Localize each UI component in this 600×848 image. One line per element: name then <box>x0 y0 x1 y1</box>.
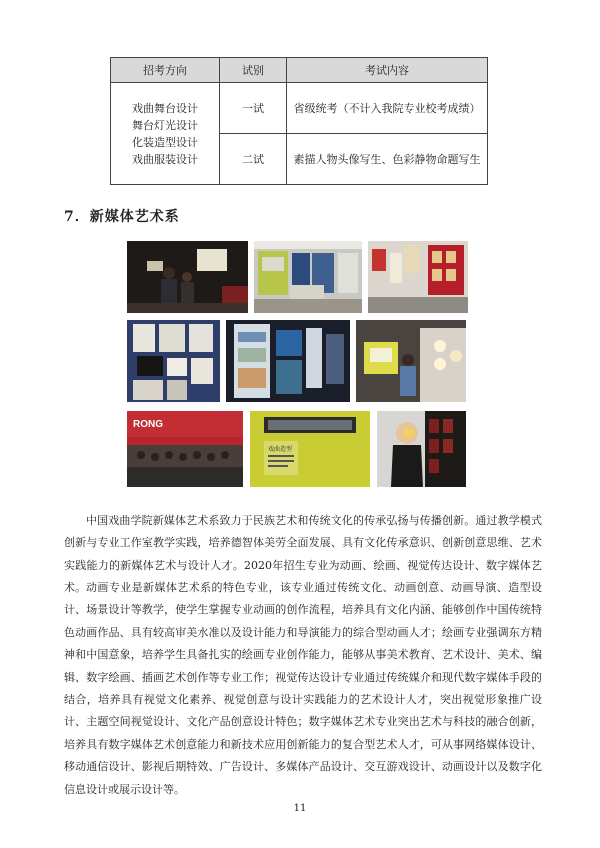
photo-group-photo <box>127 411 243 487</box>
table-cell-content: 素描人物头像写生、色彩静物命题写生 <box>287 134 488 185</box>
intro-paragraph: 中国戏曲学院新媒体艺术系致力于民族艺术和传统文化的传承弘扬与传播创新。通过教学模式创新与专业工作室教学实践，培养德智体美劳全面发展、具有文化传承意识、创新创意思维、艺术实践能力的新媒体艺术与设计人才。2020年招生专业为动画、绘画、视觉传达设计、数字媒体艺术。 <box>64 514 542 595</box>
direction-item: 戏曲服装设计 <box>132 152 198 166</box>
photo-exhibit-panel <box>250 411 370 487</box>
direction-item: 化装造型设计 <box>132 135 198 149</box>
photo-exhibition-hall <box>254 241 362 313</box>
majors-paragraph: 动画专业是新媒体艺术系的特色专业，该专业通过传统文化、动画创意、动画导演、造型设计、场景设计等教学，使学生掌握专业动画的创作流程，培养具有文化内涵、能够创作中国传统特色动画作品、具有较高审美水准以及设计能力和导演能力的综合型动画人才；绘画专业强调东方精神和中国意象，培养学生具备扎实的绘画专业创作能力，能够从事美术教育、艺术设计、美术、编辑、数字绘画、插画艺术创作等专业工作；视觉传达设计专业通过传统媒介和现代数字媒体手段的结合，培养具有视觉文化素养、视觉创意与设计实践能力的艺术设计人才，突出视觉形象推广设计、主题空间视觉设计、文化产品创意设计特色；数字媒体艺术专业突出艺术与科技的融合创新，培养具有数字媒体艺术创意能力和新技术应用创新能力的复合型艺术人才，可从事网络媒体设计、移动通信设计、影视后期特效、广告设计、多媒体产品设计、交互游戏设计、动画设计以及数字化信息设计或展示设计等。 <box>64 581 542 796</box>
photo-exhibition-visitors <box>127 241 248 313</box>
table-row <box>111 83 488 134</box>
table-cell-exam: 二试 <box>220 134 287 185</box>
banner-text: RONG <box>133 419 163 430</box>
table-header-direction: 招考方向 <box>111 58 220 83</box>
photo-poster-wall <box>127 320 220 402</box>
section-title: 7．新媒体艺术系 <box>64 209 180 225</box>
table-cell-content: 省级统考（不计入我院专业校考成绩） <box>287 83 488 134</box>
table-header-content: 考试内容 <box>287 58 488 83</box>
table-header-exam: 试别 <box>220 58 287 83</box>
exhibit-label: 戏曲造型 <box>268 446 293 453</box>
table-cell-directions <box>111 83 220 185</box>
page-number: 11 <box>293 803 307 814</box>
direction-item: 戏曲舞台设计 <box>132 101 198 115</box>
table-cell-exam: 一试 <box>220 83 287 134</box>
table-header-row <box>111 58 488 83</box>
photo-exhibition-booth <box>368 241 468 313</box>
exam-table <box>110 57 488 185</box>
direction-item: 舞台灯光设计 <box>132 118 198 132</box>
photo-painting-gallery <box>226 320 350 402</box>
photo-interactive-display <box>356 320 466 402</box>
photo-visitor-portrait <box>377 411 466 487</box>
